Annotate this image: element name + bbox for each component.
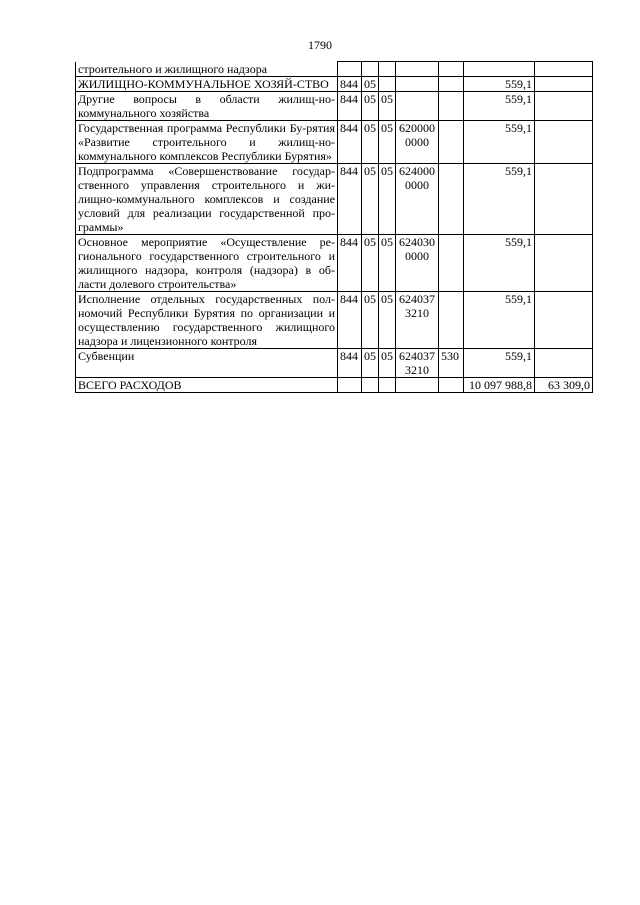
cell-name: строительного и жилищного надзора	[76, 62, 338, 77]
cell-type	[439, 120, 464, 163]
cell-amount: 10 097 988,8	[464, 377, 535, 392]
budget-table	[75, 61, 593, 393]
table-row	[76, 91, 593, 120]
cell-sec	[362, 62, 379, 77]
cell-name: Государственная программа Республики Бу-рятия «Развитие строительного и жилищ-но-коммунального комплексов Республики Бурятия»	[76, 120, 338, 163]
cell-name: Исполнение отдельных государственных пол-номочий Республики Бурятия по организации и осуществлению государственного жилищного надзора и лицензионного контроля	[76, 291, 338, 348]
cell-amount: 559,1	[464, 76, 535, 91]
cell-amount2	[535, 91, 593, 120]
cell-type	[439, 76, 464, 91]
cell-type	[439, 234, 464, 291]
cell-sub: 05	[379, 120, 396, 163]
cell-amount: 559,1	[464, 348, 535, 377]
cell-gov: 844	[338, 291, 362, 348]
cell-type	[439, 62, 464, 77]
cell-sub	[379, 62, 396, 77]
cell-sec	[362, 377, 379, 392]
cell-sub	[379, 377, 396, 392]
cell-target: 620000 0000	[396, 120, 439, 163]
cell-type: 530	[439, 348, 464, 377]
cell-gov: 844	[338, 234, 362, 291]
table-row	[76, 120, 593, 163]
cell-target: 624000 0000	[396, 163, 439, 234]
page-number: 1790	[308, 38, 332, 52]
cell-type	[439, 291, 464, 348]
cell-gov: 844	[338, 76, 362, 91]
cell-amount2: 63 309,0	[535, 377, 593, 392]
cell-gov	[338, 377, 362, 392]
table-row	[76, 377, 593, 392]
table-row	[76, 62, 593, 77]
cell-amount2	[535, 348, 593, 377]
cell-name: Основное мероприятие «Осуществление ре-гионального государственного строительного и жилищного надзора, контроля (надзора) в об-ласти долевого строительства»	[76, 234, 338, 291]
table-row	[76, 76, 593, 91]
cell-sec: 05	[362, 91, 379, 120]
cell-name: Субвенции	[76, 348, 338, 377]
cell-target	[396, 377, 439, 392]
cell-sub	[379, 76, 396, 91]
table-row	[76, 163, 593, 234]
cell-amount: 559,1	[464, 234, 535, 291]
cell-amount2	[535, 163, 593, 234]
cell-amount2	[535, 120, 593, 163]
cell-amount: 559,1	[464, 120, 535, 163]
cell-amount: 559,1	[464, 163, 535, 234]
table-row	[76, 348, 593, 377]
cell-gov: 844	[338, 91, 362, 120]
cell-target	[396, 91, 439, 120]
cell-type	[439, 377, 464, 392]
cell-sec: 05	[362, 120, 379, 163]
cell-amount: 559,1	[464, 91, 535, 120]
cell-target: 624030 0000	[396, 234, 439, 291]
cell-amount	[464, 62, 535, 77]
cell-target	[396, 76, 439, 91]
cell-type	[439, 91, 464, 120]
cell-sec: 05	[362, 291, 379, 348]
cell-target: 624037 3210	[396, 348, 439, 377]
cell-type	[439, 163, 464, 234]
table-row	[76, 234, 593, 291]
table-row	[76, 291, 593, 348]
cell-sub: 05	[379, 291, 396, 348]
cell-name: ЖИЛИЩНО-КОММУНАЛЬНОЕ ХОЗЯЙ-СТВО	[76, 76, 338, 91]
cell-amount: 559,1	[464, 291, 535, 348]
cell-gov: 844	[338, 163, 362, 234]
cell-name: Другие вопросы в области жилищ-но-коммунального хозяйства	[76, 91, 338, 120]
cell-sec: 05	[362, 348, 379, 377]
cell-gov: 844	[338, 348, 362, 377]
cell-sec: 05	[362, 163, 379, 234]
cell-sec: 05	[362, 76, 379, 91]
cell-amount2	[535, 76, 593, 91]
cell-sub: 05	[379, 163, 396, 234]
cell-amount2	[535, 234, 593, 291]
cell-amount2	[535, 62, 593, 77]
cell-sec: 05	[362, 234, 379, 291]
cell-name: Подпрограмма «Совершенствование государ-ственного управления строительного и жи-лищно-коммунального комплексов и создание условий для реализации государственной про-граммы»	[76, 163, 338, 234]
cell-gov: 844	[338, 120, 362, 163]
cell-target: 624037 3210	[396, 291, 439, 348]
cell-name: ВСЕГО РАСХОДОВ	[76, 377, 338, 392]
cell-sub: 05	[379, 234, 396, 291]
cell-gov	[338, 62, 362, 77]
cell-sub: 05	[379, 91, 396, 120]
cell-amount2	[535, 291, 593, 348]
cell-sub: 05	[379, 348, 396, 377]
cell-target	[396, 62, 439, 77]
